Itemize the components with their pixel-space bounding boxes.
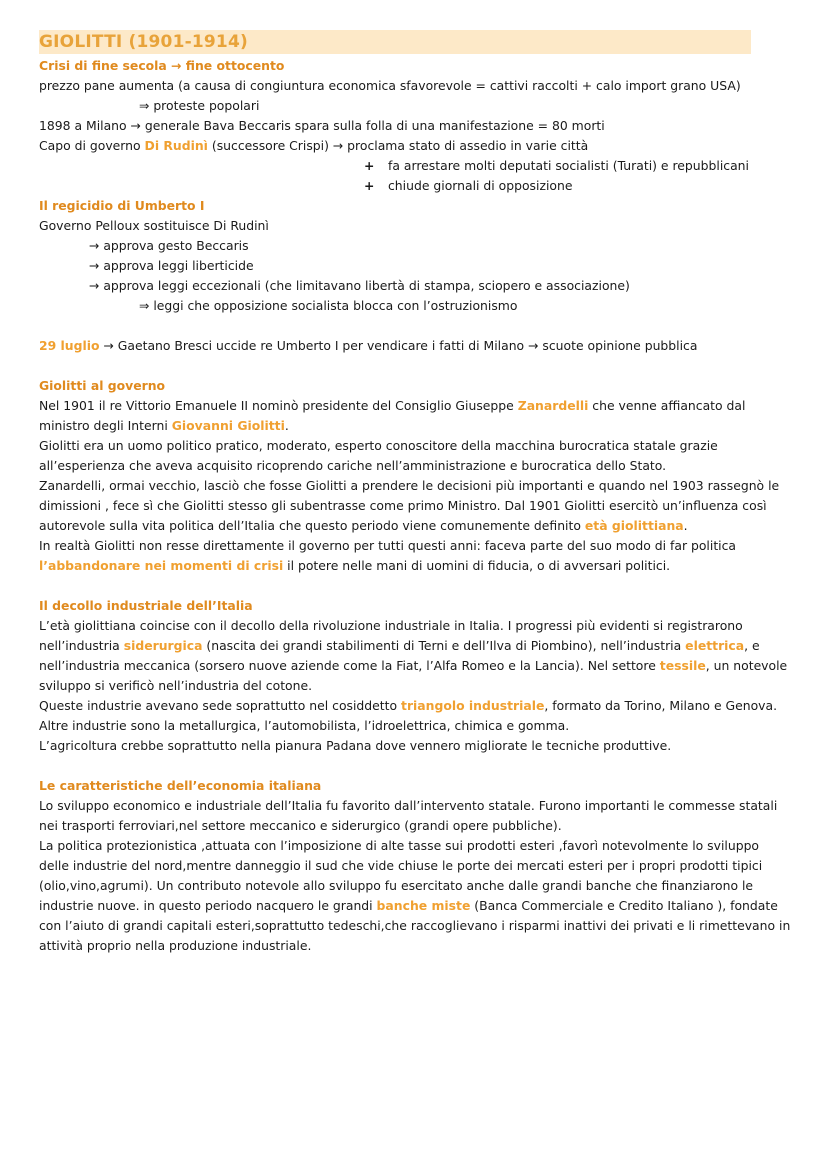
highlight-tessile: tessile <box>659 658 706 673</box>
section-heading-decollo: Il decollo industriale dell’Italia <box>39 598 253 613</box>
highlight-zanardelli: Zanardelli <box>517 398 589 413</box>
line-milano-1898: 1898 a Milano → generale Bava Beccaris spara sulla folla di una manifestazione = 80 morti <box>39 118 605 133</box>
line-capo-governo: Capo di governo Di Rudinì (successore Crispi) → proclama stato di assedio in varie città <box>39 138 589 153</box>
highlight-date: 29 luglio <box>39 338 100 353</box>
line-pelloux: Governo Pelloux sostituisce Di Rudinì <box>39 218 269 233</box>
title-bar <box>39 30 751 54</box>
section-heading-crisi: Crisi di fine secola → fine ottocento <box>39 58 285 73</box>
highlight-banche-miste: banche miste <box>376 898 471 913</box>
paragraph-prezzo-pane: prezzo pane aumenta (a causa di congiuntura economica sfavorevole = cattivi raccolti + calo import grano USA) <box>39 78 741 93</box>
paragraph-altre-industrie: Altre industrie sono la metallurgica, l’automobilista, l’idroelettrica, chimica e gomma. <box>39 718 570 733</box>
highlight-abbandonare: l’abbandonare nei momenti di crisi <box>39 558 284 573</box>
plus-icon: + <box>364 158 375 173</box>
paragraph-giolitti-uomo: Giolitti era un uomo politico pratico, moderato, esperto conoscitore della macchina burocratica statale grazie all’esperienza che aveva acquisito ricoprendo cariche nell’amministrazione e burocratica dello Stato. <box>39 438 718 473</box>
document-page <box>39 30 791 956</box>
section-heading-regicidio: Il regicidio di Umberto I <box>39 198 205 213</box>
arrow-item-liberticide: → approva leggi liberticide <box>89 258 254 273</box>
line-ostruzionismo: ⇒ leggi che opposizione socialista blocca con l’ostruzionismo <box>139 298 518 313</box>
highlight-eta-giolittiana: età giolittiana <box>584 518 684 533</box>
section-heading-giolitti-governo: Giolitti al governo <box>39 378 166 393</box>
paragraph-sviluppo: Lo sviluppo economico e industriale dell’Italia fu favorito dall’intervento statale. Furono importanti le commesse statali nei trasporti ferroviari,nel settore meccanico e siderurgico (grandi opere pubbliche). <box>39 798 778 833</box>
line-proteste: ⇒ proteste popolari <box>139 98 260 113</box>
plus-icon: + <box>364 178 375 193</box>
bullet-giornali: + chiude giornali di opposizione <box>39 176 791 196</box>
page-title: GIOLITTI (1901-1914) <box>39 32 248 52</box>
line-29-luglio: 29 luglio → Gaetano Bresci uccide re Umberto I per vendicare i fatti di Milano → scuote opinione pubblica <box>39 338 698 353</box>
highlight-siderurgica: siderurgica <box>123 638 203 653</box>
highlight-di-rudini: Di Rudinì <box>144 138 208 153</box>
arrow-item-beccaris: → approva gesto Beccaris <box>89 238 249 253</box>
paragraph-zanardelli: Zanardelli, ormai vecchio, lasciò che fosse Giolitti a prendere le decisioni più importanti e quando nel 1903 rassegnò le dimissioni , fece sì che Giolitti stesso gli subentrasse come primo Ministro. Dal 1901 Giolitti esercitò un’influenza così autorevole sulla vita politica dell’Italia che questo periodo viene comunemente definito età giolittiana. <box>39 478 780 533</box>
paragraph-in-realta: In realtà Giolitti non resse direttamente il governo per tutti questi anni: faceva parte del suo modo di far politica l’abbandonare nei momenti di crisi il potere nelle mani di uomini di fiducia, o di avversari politici. <box>39 538 737 573</box>
arrow-item-eccezionali: → approva leggi eccezionali (che limitavano libertà di stampa, sciopero e associazione) <box>89 278 630 293</box>
paragraph-agricoltura: L’agricoltura crebbe soprattutto nella pianura Padana dove vennero migliorate le tecniche produttive. <box>39 738 672 753</box>
highlight-triangolo-industriale: triangolo industriale <box>401 698 545 713</box>
bullet-arresti: + fa arrestare molti deputati socialisti (Turati) e repubblicani <box>39 156 791 176</box>
paragraph-nomina: Nel 1901 il re Vittorio Emanuele II nominò presidente del Consiglio Giuseppe Zanardelli che venne affiancato dal ministro degli Interni Giovanni Giolitti. <box>39 398 746 433</box>
paragraph-protezionismo: La politica protezionistica ,attuata con l’imposizione di alte tasse sui prodotti esteri ,favorì notevolmente lo sviluppo delle industrie del nord,mentre danneggio il sud che vide chiuse le porte dei mercati esteri per i propri prodotti tipici (olio,vino,agrumi). Un contributo notevole allo sviluppo fu esercitato anche dalle grandi banche che finanziarono le industrie nuove. in questo periodo nacquero le grandi banche miste (Banca Commerciale e Credito Italiano ), fondate con l’aiuto di grandi capitali esteri,soprattutto tedeschi,che raccoglievano i risparmi inattivi dei privati e li rimettevano in attività proprio nella produzione industriale. <box>39 838 791 953</box>
highlight-giolitti: Giovanni Giolitti <box>171 418 285 433</box>
highlight-elettrica: elettrica <box>685 638 745 653</box>
section-heading-economia: Le caratteristiche dell’economia italiana <box>39 778 322 793</box>
paragraph-decollo: L’età giolittiana coincise con il decollo della rivoluzione industriale in Italia. I progressi più evidenti si registrarono nell’industria siderurgica (nascita dei grandi stabilimenti di Terni e dell’Ilva di Piombino), nell’industria elettrica, e nell’industria meccanica (sorsero nuove aziende come la Fiat, l’Alfa Romeo e la Lancia). Nel settore tessile, un notevole sviluppo si verificò nell’industria del cotone. <box>39 618 788 693</box>
paragraph-triangolo: Queste industrie avevano sede soprattutto nel cosiddetto triangolo industriale, formato da Torino, Milano e Genova. <box>39 698 778 713</box>
